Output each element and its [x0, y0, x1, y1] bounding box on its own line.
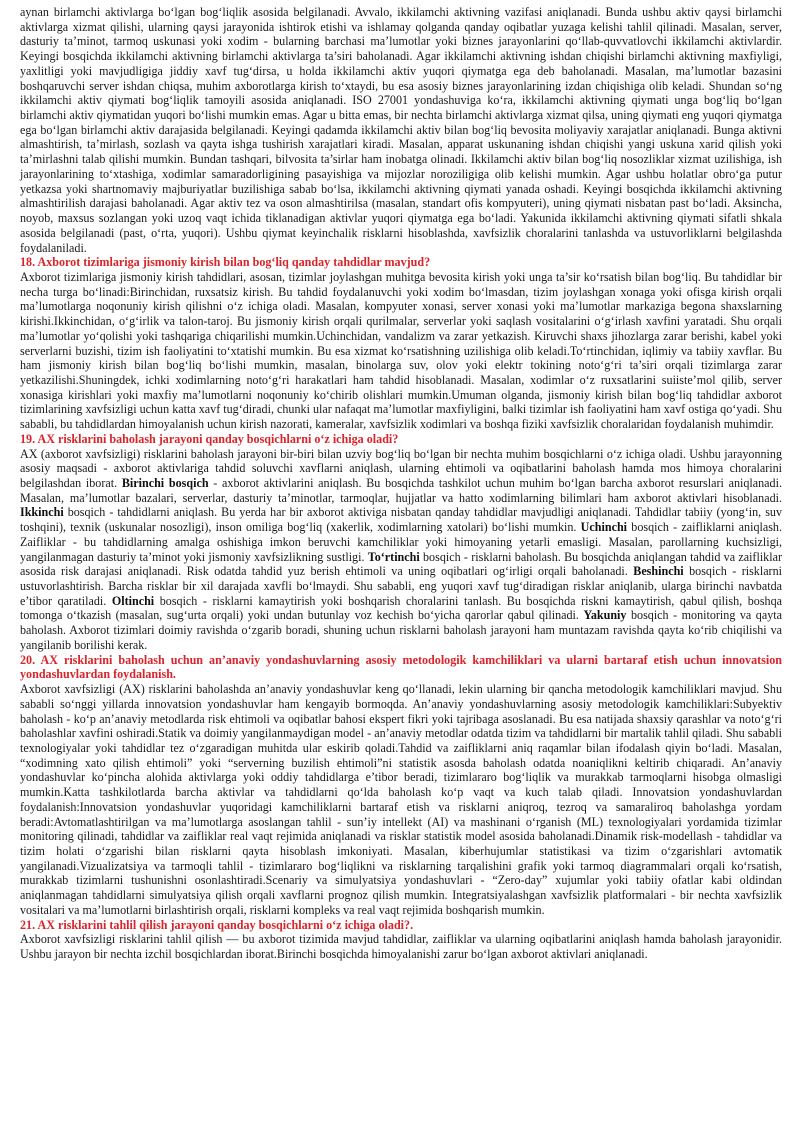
bold-stage-label: To‘rtinchi	[367, 549, 420, 564]
text-segment: bosqich - tahdidlarni aniqlash. Bu yerda har bir axborot aktiviga nisbatan qanday tahdidlar mavjudligi aniqlanadi. Tahdidlar tabiiy (yong‘in, suv toshqini), texnik (uskunalar nosozligi), inson omiliga bog‘liq (xakerlik, xodimlarning xatolari) bo‘lishi mumkin.	[20, 505, 782, 535]
heading-question-18: 18. Axborot tizimlariga jismoniy kirish bilan bog‘liq qanday tahdidlar mavjud?	[20, 255, 431, 270]
bold-stage-label: Oltinchi	[111, 593, 155, 608]
text-segment: bosqich - risklarni baholash. Bu bosqichda aniqlangan tahdid va zaifliklar asosida risk darajasi aniqlanadi. Risk odatda tahdid yuz berish ehtimoli va uning oqibatlari og‘irligi orqali baholanadi.	[20, 549, 782, 579]
paragraph-intro: aynan birlamchi aktivlarga bo‘lgan bog‘liqlik asosida belgilanadi. Avvalo, ikkilamchi aktivning vazifasi aniqlanadi. Bunda ushbu aktiv qaysi birlamchi aktivlarga xizmat qilishi, ularning qaysi jarayonida ishtirok etishi va ishlamay qolganda qanday oqibatlar yuzaga kelishi tahlil qilinadi. Masalan, server, dasturiy ta’minot, tarmoq uskunasi yoki xodim - bularning barchasi ma’lumotlar yoki biznes jarayonlarini qo‘llab-quvvatlovchi ikkilamchi aktivlardir. Keyingi bosqichda ikkilamchi aktivning birlamchi aktivlarga ta’siri baholanadi. Agar ikkilamchi aktivning ishdan chiqishi birlamchi aktivning maxfiyligi, yaxlitligi yoki mavjudligiga jiddiy xavf tug‘dirsa, u holda ikkilamchi aktiv yuqori qiymatga ega deb baholanadi. Masalan, ma’lumotlar bazasini boshqaruvchi server ishdan chiqsa, muhim axborotlarga kirish to‘xtaydi, bu esa asosiy biznes jarayonlarining izdan chiqishiga olib keladi. Shundan so‘ng ikkilamchi aktiv qiymati bog‘liqlik tamoyili asosida aniqlanadi. ISO 27001 yondashuviga ko‘ra, ikkilamchi aktivning qiymati unga bog‘liq bo‘lgan birlamchi aktiv qiymatidan yuqori bo‘lishi mumkin emas. Agar u bitta emas, bir nechta birlamchi aktivlarga xizmat qilsa, uning qiymati eng yuqori qiymatga ega bo‘lgan birlamchi aktiv darajasida belgilanadi. Keyingi qadamda ikkilamchi aktiv bilan bog‘liq bevosita moliyaviy xarajatlar aniqlanadi. Bunga aktivni almashtirish, ta’mirlash, sozlash va qayta ishga tushirish xarajatlari kiradi. Masalan, apparat uskunaning ishdan chiqishi yangi uskuna xarid qilish yoki ta’mirlashni talab qilishi mumkin. Bundan tashqari, bilvosita ta’sirlar ham inobatga olinadi. Ikkilamchi aktiv bilan bog‘liq nosozliklar xizmat uzilishiga, ish jarayonlarining to‘xtashiga, xodimlar samaradorligining pasayishiga va mijozlar noroziligiga olib kelishi mumkin. Agar ushbu holatlar obro‘ga putur yetkazsa yoki shartnomaviy majburiyatlar buzilishiga sabab bo‘lsa, ikkilamchi aktivning qiymati yanada oshadi. Keyingi bosqichda ikkilamchi aktivning almashtirilish darajasi baholanadi. Agar aktiv tez va oson almashtirilsa (masalan, standart ofis kompyuteri), uning qiymati nisbatan past bo‘ladi. Aksincha, noyob, maxsus sozlangan yoki uzoq vaqt ichida tiklanadigan aktivlar yuqori qiymatga ega bo‘ladi. Yakunida ikkilamchi aktivning qiymati sifatli shkala asosida belgilanadi (past, o‘rta, yuqori). Ushbu qiymat keyinchalik risklarni hisoblashda, xavfsizlik choralarini tanlashda va ustuvorliklarni belgilashda foydalaniladi.	[20, 5, 782, 255]
text-segment: bosqich - monitoring va qayta baholash. Axborot tizimlari doimiy ravishda o‘zgarib boradi, shuning uchun risklarni baholash jarayoni ham muntazam ravishda qayta ko‘rib chiqilishi va yangilanib borilishi kerak.	[20, 608, 782, 652]
document-page	[20, 5, 782, 962]
text-segment: bosqich - risklarni kamaytirish yoki boshqarish choralarini tanlash. Bu bosqichda riskni kamaytirish, qabul qilish, boshqa tomonga o‘tkazish (masalan, sug‘urta orqali) yoki undan butunlay voz kechish bo‘yicha qarorlar qabul qilinadi.	[20, 593, 782, 623]
heading-question-19: 19. AX risklarini baholash jarayoni qanday bosqichlarni o‘z ichiga oladi?	[20, 431, 399, 446]
heading-question-20: 20. AX risklarini baholash uchun an’anaviy yondashuvlarning asosiy metodologik kamchiliklari va ularni bartaraf etish uchun innovatsion yondashuvlardan foydalanish.	[20, 652, 782, 682]
paragraph-answer-18: Axborot tizimlariga jismoniy kirish tahdidlari, asosan, tizimlar joylashgan muhitga bevosita kirish yoki unga ta’sir ko‘rsatish bilan bog‘liq. Bu tahdidlar bir necha turga bo‘linadi:Birinchidan, ruxsatsiz kirish. Bu tahdid foydalanuvchi yoki xodim bo‘lmasdan, tizim joylashgan xonaga yoki ofisga kirish orqali ma’lumotlarga noqonuniy kirish qilishni o‘z ichiga oladi. Masalan, kompyuter xonasi, server xonasi yoki ma’lumotlar markaziga begona shaxslarning kirishi.Ikkinchidan, o‘g‘irlik va talon-taroj. Bu jismoniy kirish orqali qurilmalar, serverlar yoki saqlash vositalarini o‘g‘irlash xavfini yaratadi. Shu orqali ma’lumotlar yo‘qolishi yoki tashqariga chiqarilishi mumkin.Uchinchidan, vandalizm va zarar yetkazish. Kiruvchi shaxs jihozlarga zarar berishi, kabel yoki serverlarni buzishi, tizim ish faoliyatini to‘xtatishi mumkin. Bu esa xizmat ko‘rsatishning uzilishiga olib keladi.To‘rtinchidan, iqlimiy va tabiiy xavflar. Bu ham jismoniy kirish bilan bog‘liq bo‘lishi mumkin, masalan, binolarga suv, olov yoki elektr tokining noto‘g‘ri ta’siri orqali tizimlarga zarar yetkazilishi.Shuningdek, ichki xodimlarning noto‘g‘ri harakatlari ham tahdid hisoblanadi. Masalan, xodimlar o‘z ruxsatlarini suiiste’mol qilib, server xonasiga kirishlari yoki maxfiy ma’lumotlarni noqonuniy ko‘chirib olishlari mumkin.Umuman olganda, jismoniy kirish bilan bog‘liq tahdidlar axborot tizimlarining xavfsizligi uchun katta xavf tug‘diradi, chunki ular nafaqat ma’lumotlar maxfiyligini, balki tizimlar ish faoliyatini ham xavf ostiga qo‘yadi. Shu sababli, bu tahdidlardan himoyalanish uchun kirish nazorati, kameralar, xavfsizlik xodimlari va boshqa fiziki xavfsizlik choralaridan foydalanish muhimdir.	[20, 269, 782, 432]
heading-question-21: 21. AX risklarini tahlil qilish jarayoni qanday bosqichlarni o‘z ichiga oladi?.	[20, 917, 414, 932]
paragraph-answer-20: Axborot xavfsizligi (AX) risklarini baholashda an’anaviy yondashuvlar keng qo‘llanadi, lekin ularning bir qancha metodologik kamchiliklari mavjud. Shu sababli so‘nggi yillarda innovatsion yondashuvlar ham kengayib bormoqda. An’anaviy yondashuvlarning asosiy metodologik kamchiliklari:Subyektiv baholash - ko‘p an’anaviy metodlarda risk ehtimoli va oqibatlar bahosi ekspert fikri yoki tajribaga asoslanadi. Bu esa natijada shaxsiy qarashlar va noto‘g‘ri baholashlar xavfini oshiradi.Statik va doimiy yangilanmaydigan model - an’anaviy metodlar odatda tizim va tahdidlarni bir martalik tahlil qiladi. Shu sababli texnologiyalar yoki tahdidlar tez o‘zgaradigan muhitda ular eskirib qoladi.Tahdid va zaifliklarni aniq raqamlar bilan ifodalash qiyin bo‘ladi. Masalan, “xodimning xato qilish ehtimoli” yoki “serverning buzilish ehtimoli”ni statistik asosda baholash odatda noaniqlikni keltirib chiqaradi. An’anaviy yondashuvlar ko‘pincha alohida aktivlarga yoki oddiy tahdidlarga e’tibor beradi, tizimlararo bog‘liqlik va murakkab tarmoqlarni hisobga olmasligi mumkin.Katta tashkilotlarda barcha aktivlar va tahdidlarni qo‘lda baholash ko‘p vaqt va kuch talab qiladi. Innovatsion yondashuvlardan foydalanish:Innovatsion yondashuvlar yuqoridagi kamchiliklarni bartaraf etish va risklarni aniqroq, tezroq va samaraliroq baholashga yordam beradi:Avtomatlashtirilgan va ma’lumotlarga asoslangan tahlil - sun’iy intellekt (AI) va mashinani o‘rganish (ML) texnologiyalari yordamida tizimlar monitoring qilinadi, tahdidlar va zaifliklar real vaqt rejimida aniqlanadi va risklar statistik model asosida baholanadi.Dinamik risk-modellash - tahdidlar va tizim holati o‘zgarishi bilan risklarni qayta hisoblash imkoniyati. Masalan, kiberhujumlar statistikasi va tizim o‘zgarishlari avtomatik yangilanadi.Vizualizatsiya va tarmoqli tahlil - tizimlararo bog‘liqlikni va risklarning tarqalishini grafik yoki tarmoq diagrammalari orqali ko‘rsatish, murakkab tizimlarni tushunishni osonlashtiradi.Scenariy va simulyatsiya yondashuvlari - “Zero-day” xujumlar yoki tabiiy ofatlar kabi oldindan aniqlanmagan tahdidlarni simulyatsiya qilish orqali xavflarni prognoz qilish mumkin. Integratsiyalashgan xavfsizlik platformalari - bir nechta xavfsizlik vositalari va ma’lumotlarni birlashtirish orqali, risklarni kompleks va real vaqt rejimida boshqarish mumkin.	[20, 682, 782, 917]
text-segment: AX (axborot xavfsizligi) risklarini baholash jarayoni bir-biri bilan uzviy bog‘liq bo‘lgan bir nechta muhim bosqichlarni o‘z ichiga oladi. Ushbu jarayonning asosiy maqsadi - axborot aktivlariga tahdid soluvchi xavflarni aniqlash, ularning ehtimoli va oqibatlarini baholash hamda mos himoya choralarini belgilashdan iborat.	[20, 446, 782, 490]
text-segment: bosqich - zaifliklarni aniqlash. Zaifliklar - bu tahdidlarning amalga oshishiga imkon beruvchi kamchiliklar yoki himoyaning yetarli emasligi. Masalan, parollarning kuchsizligi, yangilanmagan dasturiy ta’minot yoki jismoniy xavfsizlikning sustligi.	[20, 520, 783, 564]
paragraph-answer-21: Axborot xavfsizligi risklarini tahlil qilish — bu axborot tizimida mavjud tahdidlar, zaifliklar va ularning oqibatlarini aniqlash hamda baholash jarayonidir. Ushbu jarayon bir nechta izchil bosqichlardan iborat.Birinchi bosqichda himoyalanishi zarur bo‘lgan axborot aktivlari aniqlanadi.	[20, 932, 782, 961]
bold-stage-label: Beshinchi	[633, 564, 684, 579]
paragraph-answer-19	[20, 447, 782, 653]
bold-stage-label: Ikkinchi	[20, 505, 64, 520]
bold-stage-label: Yakuniy	[583, 608, 627, 623]
text-segment: bosqich - risklarni ustuvorlashtirish. Barcha risklar bir xil darajada xavfli bo‘lmaydi. Shu sababli, eng yuqori xavf tug‘diradigan risklar aniqlanib, ularga birinchi navbatda e’tibor qaratiladi.	[20, 564, 782, 608]
bold-stage-label: Uchinchi	[580, 520, 628, 535]
bold-stage-label: Birinchi bosqich	[121, 476, 209, 490]
text-segment: - axborot aktivlarini aniqlash. Bu bosqichda tashkilot uchun muhim bo‘lgan barcha axborot resurslari aniqlanadi. Masalan, ma’lumotlar bazalari, serverlar, dasturiy ta’minotlar, tarmoqlar, hujjatlar va hatto xodimlarning bilimlari ham axborot aktivlari hisoblanadi.	[20, 476, 782, 505]
